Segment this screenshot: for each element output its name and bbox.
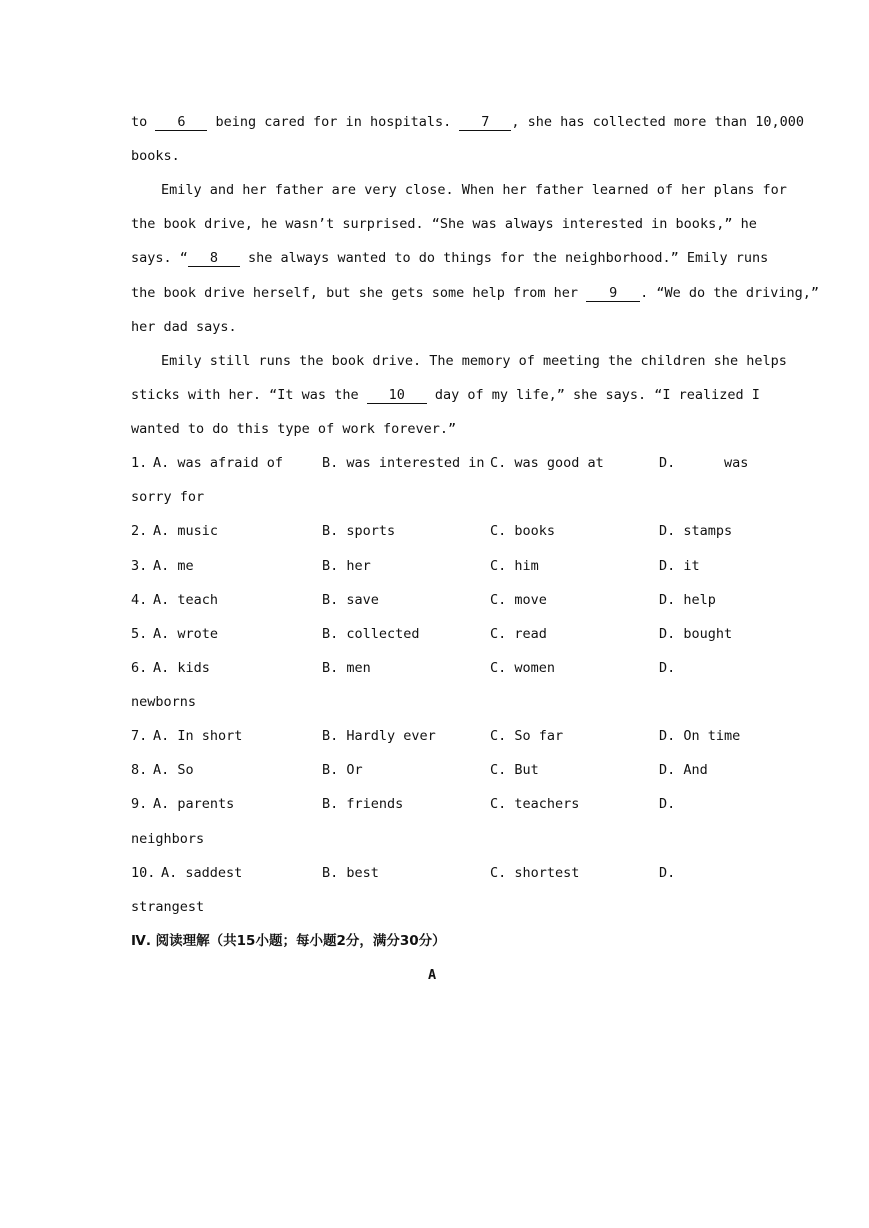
question-number: 5. <box>131 626 148 642</box>
option-c: C. women <box>490 660 556 676</box>
option-a: A. In short <box>153 728 243 744</box>
question-number: 7. <box>131 728 148 744</box>
blank-9: 9 <box>586 286 640 302</box>
passage-line: Emily and her father are very close. When her father learned of her plans for <box>161 182 787 198</box>
section-heading: Ⅳ. 阅读理解（共15小题；每小题2分，满分30分） <box>131 933 446 949</box>
passage-line: books. <box>131 148 180 164</box>
option-d: D. <box>659 660 676 676</box>
question-number: 1. <box>131 455 148 471</box>
option-a: A. teach <box>153 592 219 608</box>
option-b: B. sports <box>322 523 396 539</box>
option-c: C. read <box>490 626 547 642</box>
option-a: A. music <box>153 523 219 539</box>
option-c: C. move <box>490 592 547 608</box>
option-a: A. wrote <box>153 626 219 642</box>
option-a: A. me <box>153 558 194 574</box>
option-c: C. him <box>490 558 539 574</box>
option-c: C. So far <box>490 728 564 744</box>
option-b: B. men <box>322 660 371 676</box>
passage-text: says. “ <box>131 250 188 266</box>
option-b: B. her <box>322 558 371 574</box>
passage-line: Emily still runs the book drive. The memory of meeting the children she helps <box>161 353 787 369</box>
option-c: C. books <box>490 523 556 539</box>
option-b: B. was interested in <box>322 455 485 471</box>
option-d-wrap: neighbors <box>131 831 205 847</box>
option-d-wrap: newborns <box>131 694 197 710</box>
option-c: C. shortest <box>490 865 580 881</box>
passage-line <box>131 276 819 310</box>
blank-8: 8 <box>188 251 240 267</box>
passage-text: , she has collected more than 10,000 <box>511 114 804 130</box>
passage-text: . “We do the driving,” <box>640 285 819 301</box>
option-d: D. And <box>659 762 708 778</box>
passage-line: her dad says. <box>131 319 237 335</box>
question-number: 2. <box>131 523 148 539</box>
option-c: C. But <box>490 762 539 778</box>
option-a: A. kids <box>153 660 210 676</box>
passage-line <box>131 241 769 275</box>
option-c: C. teachers <box>490 796 580 812</box>
blank-6: 6 <box>155 115 207 131</box>
passage-text: day of my life,” she says. “I realized I <box>426 387 760 403</box>
option-b: B. best <box>322 865 379 881</box>
option-d: D. was <box>659 455 749 471</box>
part-label: A <box>428 967 437 983</box>
option-d: D. help <box>659 592 716 608</box>
question-number: 8. <box>131 762 148 778</box>
blank-10: 10 <box>367 388 427 404</box>
option-d-wrap: strangest <box>131 899 205 915</box>
question-number: 10. <box>131 865 156 881</box>
option-d-wrap: sorry for <box>131 489 205 505</box>
passage-text: being cared for in hospitals. <box>207 114 460 130</box>
option-d: D. bought <box>659 626 733 642</box>
question-number: 4. <box>131 592 148 608</box>
option-b: B. collected <box>322 626 420 642</box>
passage-text: sticks with her. “It was the <box>131 387 367 403</box>
option-b: B. save <box>322 592 379 608</box>
option-d: D. stamps <box>659 523 733 539</box>
passage-line: the book drive, he wasn’t surprised. “She was always interested in books,” he <box>131 216 757 232</box>
option-d: D. <box>659 796 676 812</box>
passage-line: wanted to do this type of work forever.” <box>131 421 457 437</box>
passage-line <box>131 105 804 139</box>
option-a: A. saddest <box>161 865 243 881</box>
blank-7: 7 <box>459 115 511 131</box>
option-d: D. On time <box>659 728 741 744</box>
question-number: 9. <box>131 796 148 812</box>
passage-text: to <box>131 114 156 130</box>
passage-line <box>131 378 760 412</box>
option-b: B. Or <box>322 762 363 778</box>
option-a: A. So <box>153 762 194 778</box>
option-c: C. was good at <box>490 455 604 471</box>
passage-text: she always wanted to do things for the neighborhood.” Emily runs <box>239 250 769 266</box>
question-number: 3. <box>131 558 148 574</box>
option-b: B. Hardly ever <box>322 728 436 744</box>
passage-text: the book drive herself, but she gets some help from her <box>131 285 587 301</box>
option-a: A. was afraid of <box>153 455 284 471</box>
option-d: D. <box>659 865 676 881</box>
question-number: 6. <box>131 660 148 676</box>
option-d: D. it <box>659 558 700 574</box>
option-b: B. friends <box>322 796 404 812</box>
option-a: A. parents <box>153 796 235 812</box>
